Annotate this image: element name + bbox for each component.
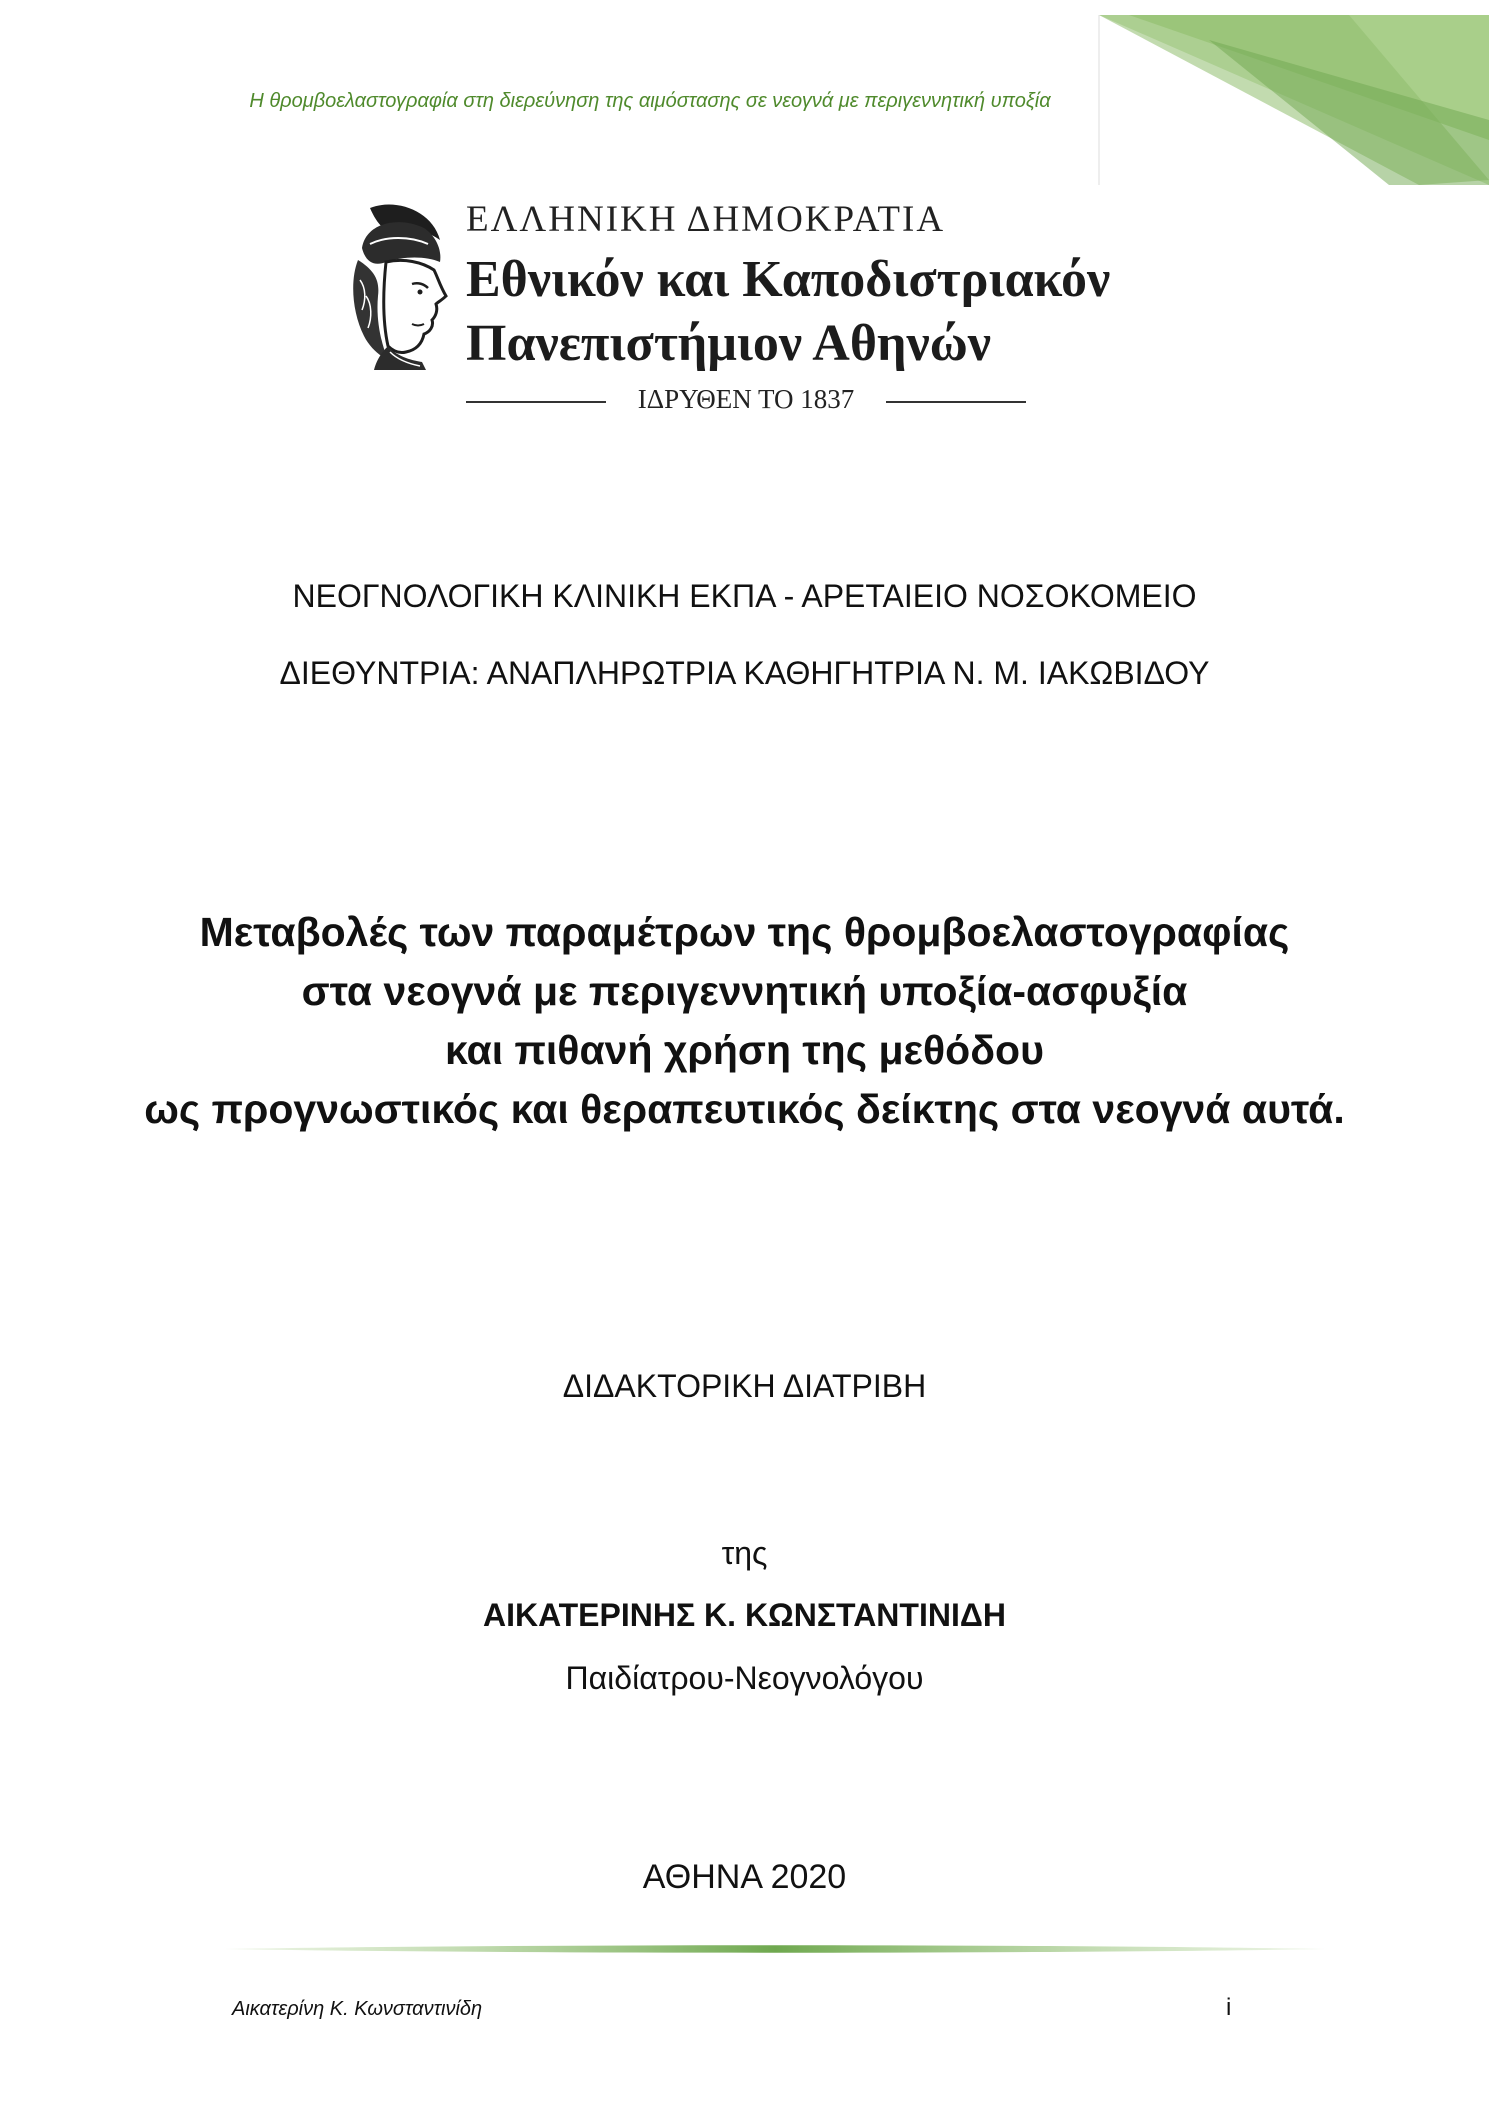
logo-university-name-line1: Εθνικόν και Καποδιστριακόν <box>466 251 1111 308</box>
logo-founded-text: ΙΔΡΥΘΕΝ ΤΟ 1837 <box>637 384 855 414</box>
director-line: ΔΙΕΘΥΝΤΡΙΑ: ΑΝΑΠΛΗΡΩΤΡΙΑ ΚΑΘΗΓΗΤΡΙΑ Ν. Μ. ΙΑΚΩΒΙΔΟΥ <box>279 655 1210 691</box>
logo-founded <box>466 384 1166 418</box>
logo-university-name-line2: Πανεπιστήμιον Αθηνών <box>466 315 991 372</box>
corner-decoration <box>1089 0 1489 185</box>
clinic-name: ΝΕΟΓΝΟΛΟΓΙΚΗ ΚΛΙΝΙΚΗ ΕΚΠΑ - ΑΡΕΤΑΙΕΙΟ ΝΟΣΟΚΟΜΕΙΟ <box>292 578 1197 614</box>
thesis-title-line: και πιθανή χρήση της μεθόδου <box>445 1027 1044 1073</box>
thesis-title <box>0 903 1489 1139</box>
place-year: ΑΘΗΝΑ 2020 <box>642 1858 847 1896</box>
logo-republic-text: ΕΛΛΗΝΙΚΗ ΔΗΜΟΚΡΑΤΙΑ <box>466 199 946 240</box>
by-text: της <box>721 1535 768 1571</box>
thesis-type: ΔΙΔΑΚΤΟΡΙΚΗ ΔΙΑΤΡΙΒΗ <box>562 1368 927 1404</box>
page-number: i <box>1226 1994 1232 2021</box>
footer-author: Αικατερίνη Κ. Κωνσταντινίδη <box>232 1998 483 2020</box>
running-header: Η θρομβοελαστογραφία στη διερεύνηση της αιμόστασης σε νεογνά με περιγεννητική υποξία <box>249 90 1051 112</box>
footer-divider <box>225 1943 1325 1955</box>
athena-crest-icon <box>340 200 455 370</box>
author-name: ΑΙΚΑΤΕΡΙΝΗΣ Κ. ΚΩΝΣΤΑΝΤΙΝΙΔΗ <box>483 1597 1006 1633</box>
thesis-title-line: Μεταβολές των παραμέτρων της θρομβοελαστογραφίας <box>199 909 1290 955</box>
author-specialty: Παιδίατρου-Νεογνολόγου <box>565 1660 924 1696</box>
thesis-title-line: ως προγνωστικός και θεραπευτικός δείκτης στα νεογνά αυτά. <box>144 1086 1345 1132</box>
logo-rule-left <box>466 401 606 403</box>
logo-rule-right <box>886 401 1026 403</box>
university-logo <box>340 188 1190 418</box>
thesis-title-line: στα νεογνά με περιγεννητική υποξία-ασφυξία <box>301 968 1188 1014</box>
